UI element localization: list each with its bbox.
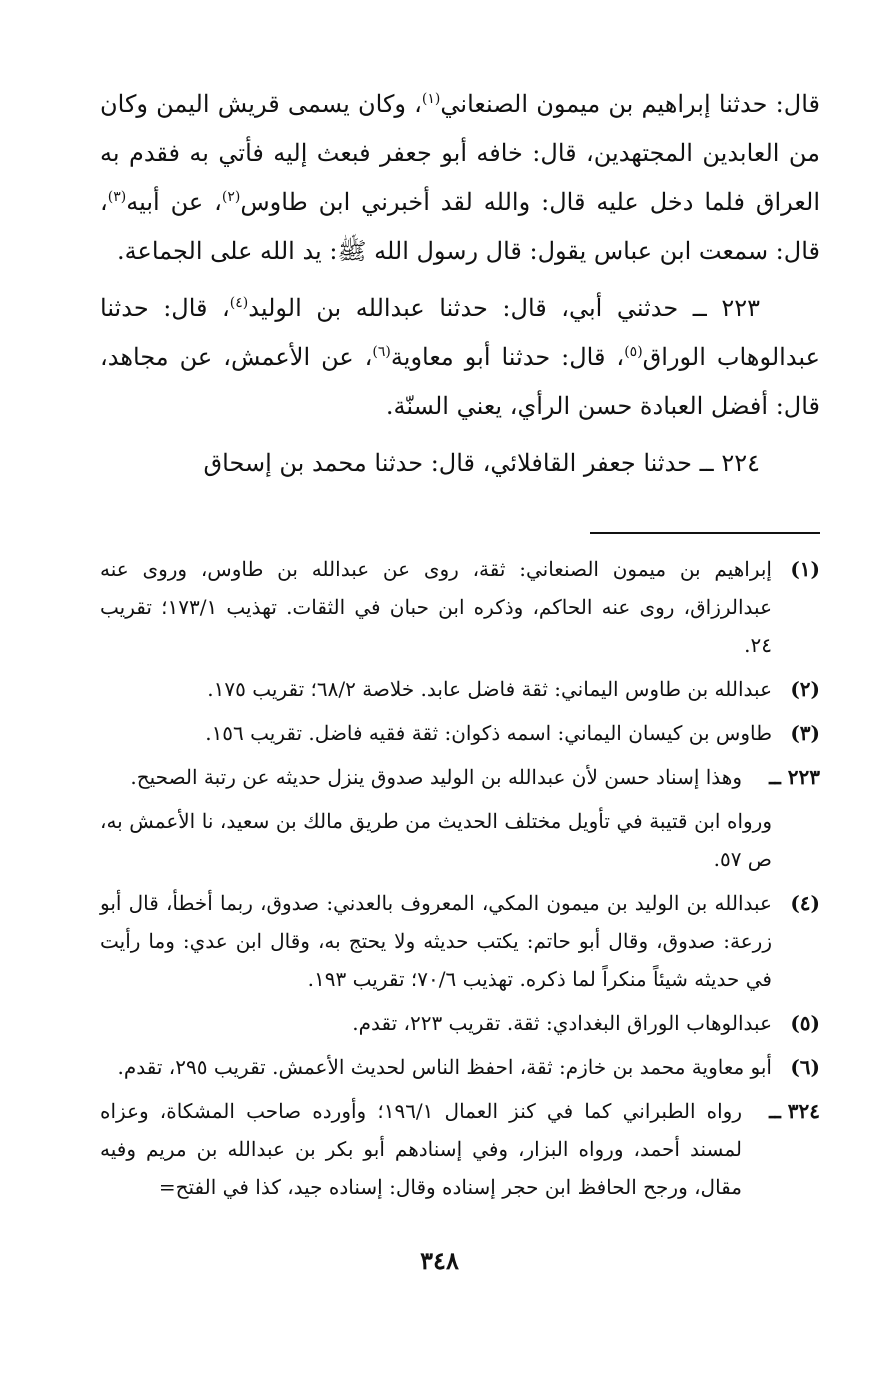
footnote-3 — [100, 714, 820, 752]
paragraph-3 — [100, 439, 820, 488]
text-run: ، قال: حدثنا أبو معاوية — [390, 343, 625, 371]
footnote-ref: (١) — [421, 91, 441, 107]
footnotes — [100, 550, 820, 1206]
footnote-mark: (١) — [790, 557, 820, 581]
main-text — [100, 80, 820, 488]
footnote-text: أبو معاوية محمد بن خازم: ثقة، احفظ الناس لحديث الأعمش. تقريب ٢٩٥، تقدم. — [117, 1055, 772, 1079]
footnote-text: عبدالوهاب الوراق البغدادي: ثقة. تقريب ٢٢٣، تقدم. — [352, 1011, 772, 1035]
text-run: ٢٢٣ ــ حدثني أبي، قال: حدثنا عبدالله بن الوليد — [248, 294, 760, 322]
footnote-ref: (٥) — [624, 344, 643, 360]
page-number: ٣٤٨ — [420, 1246, 459, 1275]
text-run: ، قال: سمعت ابن عباس يقول: قال رسول الله ﷺ: يد الله على الجماعة. — [100, 188, 820, 265]
footnote-mark: (٣) — [790, 721, 820, 745]
footnote-ref: (٣) — [107, 189, 127, 205]
footnote-ref: (٤) — [229, 295, 249, 311]
book-page — [100, 80, 820, 1212]
footnote-ref: (٢) — [221, 189, 241, 205]
footnote-6 — [100, 1048, 820, 1086]
footnote-5 — [100, 1004, 820, 1042]
footnote-text: إبراهيم بن ميمون الصنعاني: ثقة، روى عن عبدالله بن طاوس، وروى عنه عبدالرزاق، روى عنه الحاكم، وذكره ابن حبان في الثقات. تهذيب ١٧٣/١؛ تقريب ٢٤. — [100, 557, 773, 657]
footnote-324 — [100, 1092, 820, 1206]
footnote-223 — [100, 758, 820, 796]
footnote-4 — [100, 884, 820, 998]
text-run: ، عن الأعمش، عن مجاهد، قال: أفضل العبادة حسن الرأي، يعني السنّة. — [100, 343, 820, 420]
footnote-separator — [590, 532, 820, 534]
footnote-text: عبدالله بن طاوس اليماني: ثقة فاضل عابد. خلاصة ٦٨/٢؛ تقريب ١٧٥. — [207, 677, 772, 701]
footnote-mark: ٢٢٣ ــ — [769, 765, 820, 789]
text-run: قال: حدثنا إبراهيم بن ميمون الصنعاني — [440, 90, 820, 118]
footnote-text: عبدالله بن الوليد بن ميمون المكي، المعروف بالعدني: صدوق، ربما أخطأ، قال أبو زرعة: صدوق، وقال أبو حاتم: يكتب حديثه ولا يحتج به، وقال ابن عدي: وما رأيت في حديثه شيئاً منكراً لما ذكره. تهذيب ٧٠/٦؛ تقريب ١٩٣. — [100, 891, 772, 991]
paragraph-2 — [100, 284, 820, 431]
footnote-223-continued — [100, 802, 820, 878]
footnote-text: ورواه ابن قتيبة في تأويل مختلف الحديث من طريق مالك بن سعيد، نا الأعمش به، ص ٥٧. — [100, 809, 772, 871]
footnote-text: رواه الطبراني كما في كنز العمال ١٩٦/١؛ وأورده صاحب المشكاة، وعزاه لمسند أحمد، ورواه البزار، وفي إسنادهم أبو بكر بن عبدالله بن مريم وفيه مقال، ورجح الحافظ ابن حجر إسناده وقال: إسناده جيد، كذا في الفتح= — [100, 1099, 743, 1199]
text-run: ، عن أبيه — [126, 188, 222, 216]
text-run: ٢٢٤ ــ حدثنا جعفر القافلائي، قال: حدثنا محمد بن إسحاق — [203, 449, 760, 477]
footnote-mark: (٦) — [790, 1055, 820, 1079]
footnote-2 — [100, 670, 820, 708]
footnote-text: طاوس بن كيسان اليماني: اسمه ذكوان: ثقة فقيه فاضل. تقريب ١٥٦. — [205, 721, 772, 745]
footnote-1 — [100, 550, 820, 664]
paragraph-1 — [100, 80, 820, 276]
footnote-text: وهذا إسناد حسن لأن عبدالله بن الوليد صدوق ينزل حديثه عن رتبة الصحيح. — [130, 765, 742, 789]
footnote-mark: (٤) — [790, 891, 820, 915]
footnote-ref: (٦) — [372, 344, 391, 360]
text-run: ، وكان يسمى قريش اليمن وكان من العابدين المجتهدين، قال: خافه أبو جعفر فبعث إليه فأتي به فقدم به العراق فلما دخل عليه قال: والله لقد أخبرني ابن طاوس — [100, 90, 820, 216]
footnote-mark: (٥) — [790, 1011, 820, 1035]
text-run: ، قال: حدثنا عبدالوهاب الوراق — [100, 294, 820, 371]
footnote-mark: ٣٢٤ ــ — [769, 1099, 820, 1123]
footnote-mark: (٢) — [790, 677, 820, 701]
